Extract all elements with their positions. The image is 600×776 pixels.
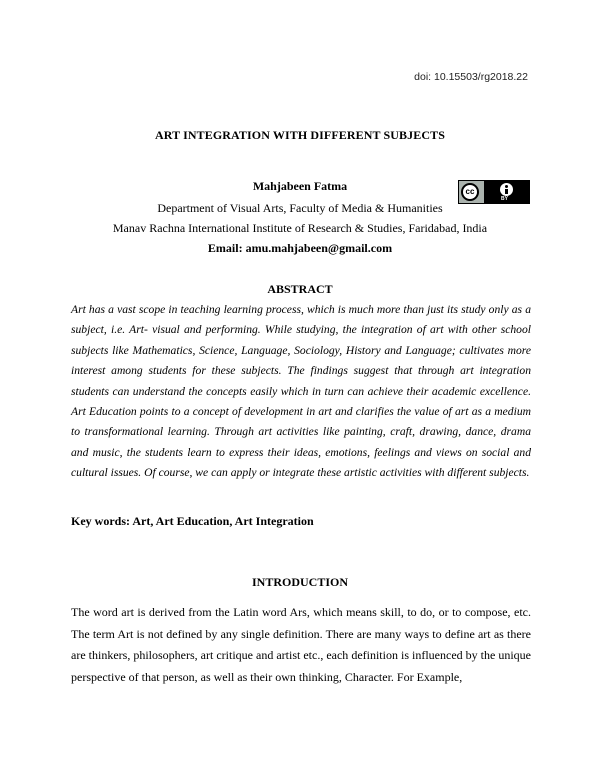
doi-label[interactable]: doi: 10.15503/rg2018.22 (414, 71, 528, 83)
paper-title: ART INTEGRATION WITH DIFFERENT SUBJECTS (155, 128, 445, 142)
by-label: BY (501, 196, 508, 202)
cc-icon: cc (461, 183, 479, 201)
abstract-text: Art has a vast scope in teaching learning process, which is much more than just its study only as a subject, i.e. Art- visual and performing. While studying, the integration of art with other school subjects like Mathematics, Science, Language, Sociology, History and Language; cultivates more interest among students for these subjects. The findings suggest that through art integration students can understand the concepts easily which in turn can achieve their academic excellence. Art Education points to a concept of development in art and clarifies the value of art as a medium to transformational learning. Through art activities like painting, craft, drawing, dance, drama and music, the students learn to express their ideas, emotions, feelings and views on social and cultural issues. Of course, we can apply or integrate these artistic activities with different subjects. (71, 303, 531, 480)
keywords: Key words: Art, Art Education, Art Integration (71, 514, 314, 528)
author-name: Mahjabeen Fatma (252, 179, 348, 193)
author-email: Email: amu.mahjabeen@gmail.com (207, 241, 393, 255)
author-institute: Manav Rachna International Institute of Research & Studies, Faridabad, India (112, 221, 488, 235)
by-icon (484, 181, 530, 203)
author-department: Department of Visual Arts, Faculty of Media & Humanities (157, 201, 443, 215)
abstract-heading: ABSTRACT (267, 282, 333, 296)
introduction-heading: INTRODUCTION (251, 575, 348, 589)
person-icon (500, 183, 513, 196)
introduction-text: The word art is derived from the Latin word Ars, which means skill, to do, or to compose, etc. The term Art is not defined by any single definition. There are many ways to define art as there are thinkers, philosophers, art critique and artist etc., each definition is influenced by the unique perspective of that person, as well as their own thinking, Character. For Example, (71, 605, 531, 684)
